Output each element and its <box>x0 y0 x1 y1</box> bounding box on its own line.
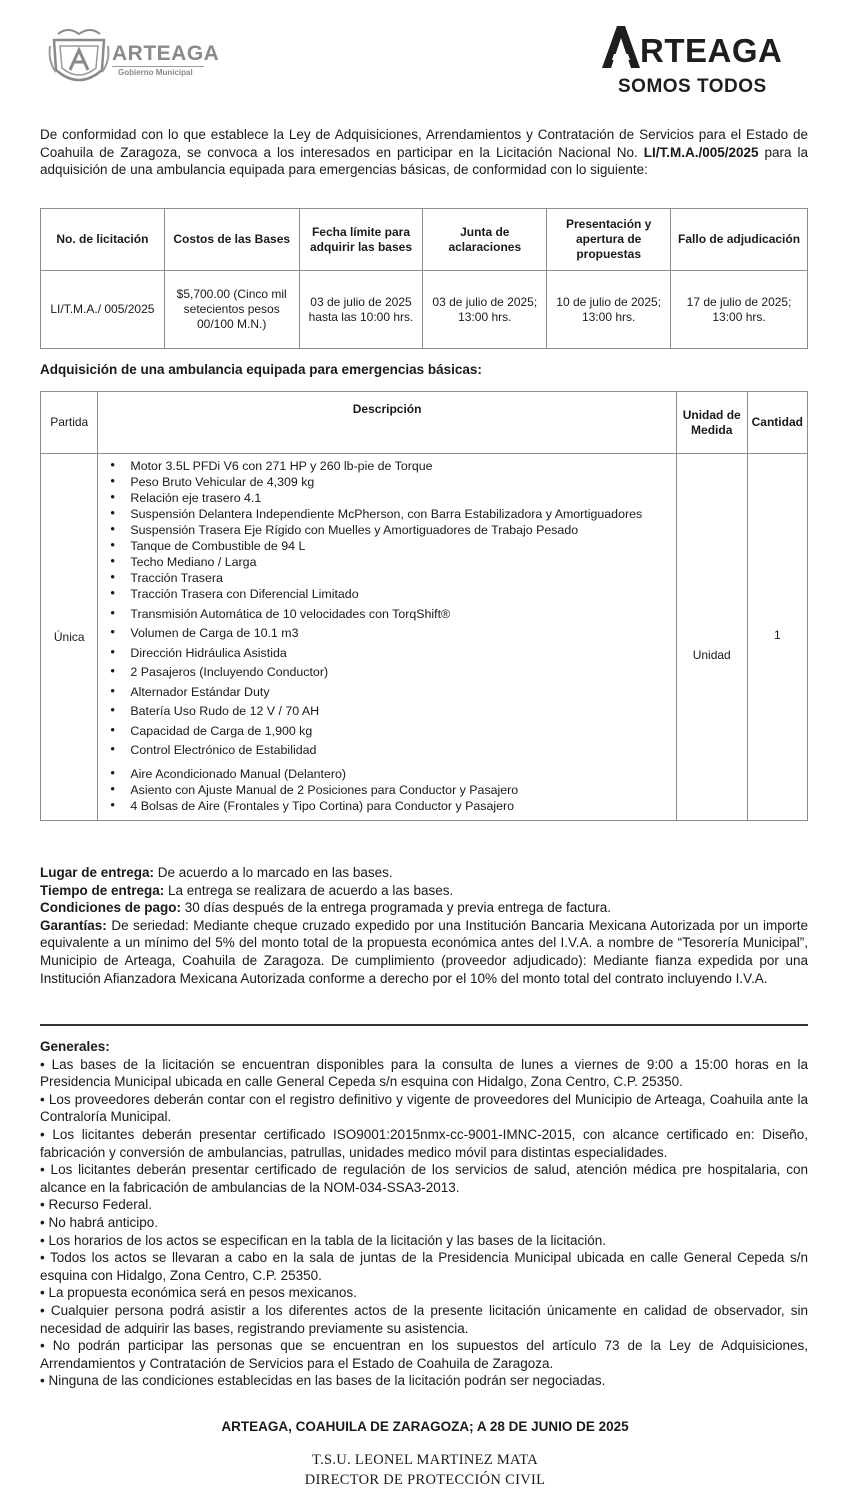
list-item: • Asiento con Ajuste Manual de 2 Posiciones para Conductor y Pasajero <box>104 782 669 798</box>
header-cell-cantidad: Cantidad <box>747 392 807 454</box>
lugar-entrega: Lugar de entrega: De acuerdo a lo marcado en las bases. <box>40 865 393 880</box>
items-data-row <box>41 454 808 821</box>
generales-list <box>40 1056 808 1390</box>
campaign-logo-name: RTEAGA <box>640 32 783 69</box>
spec-list <box>104 458 669 814</box>
table-cell: LI/T.M.A./ 005/2025 <box>41 271 165 349</box>
list-item: • Tanque de Combustible de 94 L <box>104 538 669 554</box>
header-cell: Costos de las Bases <box>164 209 299 271</box>
list-item: • Los licitantes deberán presentar certificado de regulación de los servicios de salud, atención médica pre hospitalaria, con alcance en la fabricación de ambulancias de la NOM-034-SSA3-2013. <box>40 1162 808 1195</box>
campaign-logo-slogan: SOMOS TODOS <box>618 76 767 97</box>
list-item: • Suspensión Trasera Eje Rígido con Muelles y Amortiguadores de Trabajo Pesado <box>104 522 669 538</box>
table-cell: 17 de julio de 2025; 13:00 hrs. <box>671 271 808 349</box>
list-item: • 4 Bolsas de Aire (Frontales y Tipo Cortina) para Conductor y Pasajero <box>104 798 669 814</box>
licitacion-header-row <box>41 209 808 271</box>
intro-text-1: De conformidad con lo que establece la Ley de Adquisiciones, Arrendamientos y Contratación de Servicios para el Estado de Coahuila de Zaragoza, se convoca a los interesados en participar en la Licitación Nacional No. <box>40 127 808 160</box>
licitacion-table <box>40 208 808 349</box>
list-item: • Capacidad de Carga de 1,900 kg <box>104 723 669 739</box>
partida-cell: Única <box>41 454 98 821</box>
description-cell <box>98 454 676 821</box>
list-item: • Motor 3.5L PFDi V6 con 271 HP y 260 lb-pie de Torque <box>104 458 669 474</box>
unidad-cell: Unidad <box>676 454 747 821</box>
list-item: • No habrá anticipo. <box>40 1214 159 1230</box>
list-item: • Batería Uso Rudo de 12 V / 70 AH <box>104 703 669 719</box>
list-item: • Techo Mediano / Larga <box>104 554 669 570</box>
list-item: • Control Electrónico de Estabilidad <box>104 742 669 758</box>
condiciones-pago: Condiciones de pago: 30 días después de la entrega programada y previa entrega de factura. <box>40 900 612 916</box>
header-cell-unidad: Unidad de Medida <box>676 392 747 454</box>
municipal-logo <box>44 22 220 94</box>
list-item: • Volumen de Carga de 10.1 m3 <box>104 625 669 641</box>
list-item: • La propuesta económica será en pesos mexicanos. <box>40 1285 357 1301</box>
header-cell-descripcion: Descripción <box>98 392 676 454</box>
signer-title: DIRECTOR DE PROTECCIÓN CIVIL <box>304 1472 546 1488</box>
table-cell: 10 de julio de 2025; 13:00 hrs. <box>547 271 671 349</box>
list-item: • Alternador Estándar Duty <box>104 684 669 700</box>
licitacion-data-row <box>41 271 808 349</box>
generales-title: Generales: <box>40 1039 110 1054</box>
municipal-logo-name: ARTEAGA <box>112 42 220 65</box>
licitacion-number: LI/T.M.A./005/2025 <box>643 144 759 160</box>
signature-block <box>0 1450 850 1490</box>
list-item: • Recurso Federal. <box>40 1197 153 1213</box>
cantidad-cell: 1 <box>747 454 807 821</box>
list-item: • Las bases de la licitación se encuentran disponibles para la consulta de lunes a viernes de 9:00 a 15:00 horas en la Presidencia Municipal ubicada en calle General Cepeda s/n esquina con Hidalgo, Zona Centro, C.P. 25350. <box>40 1056 808 1090</box>
list-item: • 2 Pasajeros (Incluyendo Conductor) <box>104 664 669 680</box>
garantias: Garantías: De seriedad: Mediante cheque cruzado expedido por una Institución Bancaria Mexicana Autorizada por un importe equivalente a un mínimo del 5% del monto total de la propuesta económica antes del I.V.A. a nombre de “Tesorería Municipal”, Municipio de Arteaga, Coahuila de Zaragoza. De cumplimiento (proveedor adjudicado): Mediante fianza expedida por una Institución Afianzadora Mexicana Autorizada conforme a derecho por el 10% del monto total del contrato incluyendo I.V.A. <box>40 917 808 986</box>
intro-text-2: para la adquisición de una ambulancia equipada para emergencias básicas, de conformidad con lo siguiente: <box>40 144 808 178</box>
list-item: • Los horarios de los actos se especifican en la tabla de la licitación y las bases de la licitación. <box>40 1232 607 1248</box>
table-cell: 03 de julio de 2025; 13:00 hrs. <box>423 271 547 349</box>
header-cell: Fallo de adjudicación <box>671 209 808 271</box>
list-item: • No podrán participar las personas que se encuentran en los supuestos del artículo 73 de la Ley de Adquisiciones, Arrendamientos y Contratación de Servicios para el Estado de Coahuila de Zaragoza. <box>40 1338 808 1371</box>
municipal-crest-icon <box>48 26 110 92</box>
list-item: • Tracción Trasera con Diferencial Limitado <box>104 586 669 602</box>
list-item: • Transmisión Automática de 10 velocidades con TorqShift® <box>104 606 669 622</box>
list-item: • Los proveedores deberán contar con el registro definitivo y vigente de proveedores del Municipio de Arteaga, Coahuila ante la Contraloría Municipal. <box>40 1091 808 1125</box>
list-item: • Relación eje trasero 4.1 <box>104 490 669 506</box>
logo-divider <box>112 66 204 67</box>
conditions-block <box>40 864 808 987</box>
tiempo-entrega: Tiempo de entrega: La entrega se realizara de acuerdo a las bases. <box>40 882 454 898</box>
list-item: • Los licitantes deberán presentar certificado ISO9001:2015nmx-cc-9001-IMNC-2015, con alcance certificado en: Diseño, fabricación y conversión de ambulancias, patrullas, unidades medico móvil para distintas especialidades. <box>40 1126 808 1160</box>
list-item: • Peso Bruto Vehicular de 4,309 kg <box>104 474 669 490</box>
generales-block <box>40 1038 808 1390</box>
list-item: • Cualquier persona podrá asistir a los diferentes actos de la presente licitación únicamente en calidad de observador, sin necesidad de adquirir las bases, registrando previamente su asistencia. <box>40 1302 808 1336</box>
arteaga-a-mark-icon <box>600 24 640 70</box>
place-date: ARTEAGA, COAHUILA DE ZARAGOZA; A 28 DE JUNIO DE 2025 <box>221 1419 629 1434</box>
header-cell: No. de licitación <box>41 209 165 271</box>
signer-name: T.S.U. LEONEL MARTINEZ MATA <box>312 1452 538 1468</box>
items-header-row <box>41 392 808 454</box>
header-cell-partida: Partida <box>41 392 98 454</box>
items-table <box>40 391 808 821</box>
list-item: • Suspensión Delantera Independiente McPherson, con Barra Estabilizadora y Amortiguadores <box>104 506 669 522</box>
list-item: • Tracción Trasera <box>104 570 669 586</box>
municipal-logo-subtitle: Gobierno Municipal <box>118 68 193 77</box>
header-cell: Fecha límite para adquirir las bases <box>299 209 423 271</box>
table-cell: 03 de julio de 2025 hasta las 10:00 hrs. <box>299 271 423 349</box>
intro-paragraph <box>40 126 808 179</box>
list-item: • Aire Acondicionado Manual (Delantero) <box>104 766 669 782</box>
section-divider <box>40 1024 808 1026</box>
campaign-logo <box>598 24 808 102</box>
list-item: • Dirección Hidráulica Asistida <box>104 645 669 661</box>
table-cell: $5,700.00 (Cinco mil setecientos pesos 00/100 M.N.) <box>164 271 299 349</box>
list-item: • Ninguna de las condiciones establecidas en las bases de la licitación podrán ser negociadas. <box>40 1373 606 1389</box>
list-item: • Todos los actos se llevaran a cabo en la sala de juntas de la Presidencia Municipal ubicada en calle General Cepeda s/n esquina con Hidalgo, Zona Centro, C.P. 25350. <box>40 1250 808 1283</box>
items-section-title: Adquisición de una ambulancia equipada para emergencias básicas: <box>40 362 482 377</box>
header-cell: Junta de aclaraciones <box>423 209 547 271</box>
header-cell: Presentación y apertura de propuestas <box>547 209 671 271</box>
